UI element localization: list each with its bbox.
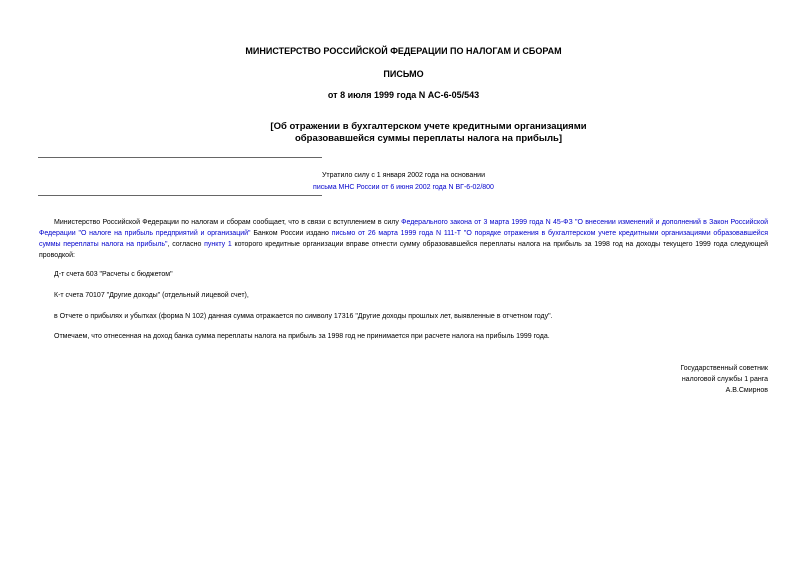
link-bank-letter[interactable]: письмо от 26 марта 1999 года N 111-Т "О порядке отражения в бухгалтерском учете кредитными организациями образовавшейся суммы переплаты налога на прибыль"	[39, 230, 769, 248]
document-date-number: от 8 июля 1999 года N АС-6-05/543	[327, 90, 480, 100]
paragraph-note: Отмечаем, что отнесенная на доход банка сумма переплаты налога на прибыль за 1998 год не принимается при расчете налога на прибыль 1999 года.	[54, 333, 550, 340]
document-subject	[50, 121, 807, 145]
link-federal-law[interactable]: Федерального закона от 3 марта 1999 года N 45-ФЗ "О внесении изменений и дополнений в Закон Российской Федерации "О налоге на прибыль предприятий и организаций"	[39, 219, 769, 237]
subject-line-2: образовавшейся суммы переплаты налога на прибыль]	[294, 133, 562, 144]
signature-name: А.В.Смирнов	[725, 387, 768, 394]
link-clause-1[interactable]: пункту 1	[204, 241, 232, 248]
paragraph-credit: К-т счета 70107 "Другие доходы" (отдельный лицевой счет),	[54, 292, 249, 299]
status-note-text: Утратило силу с 1 января 2002 года на основании	[321, 172, 486, 179]
status-note	[200, 170, 607, 193]
subject-line-1: [Об отражении в бухгалтерском учете кредитными организациями	[270, 121, 587, 132]
intro-text-2: Банком России издано	[250, 230, 332, 237]
intro-text-4: которого кредитные организации вправе отнести сумму образовавшейся переплаты налога на прибыль за 1998 год на доходы текущего 1999 года следующей проводкой:	[39, 241, 768, 259]
ministry-heading: МИНИСТЕРСТВО РОССИЙСКОЙ ФЕДЕРАЦИИ ПО НАЛОГАМ И СБОРАМ	[245, 46, 562, 56]
status-note-link[interactable]: письма МНС России от 6 июня 2002 года N ВГ-6-02/800	[313, 183, 494, 191]
document-type: ПИСЬМО	[383, 69, 424, 79]
signature-block	[680, 363, 768, 396]
divider-top	[38, 157, 322, 158]
divider-bottom	[38, 195, 322, 196]
signature-title-1: Государственный советник	[680, 365, 768, 372]
paragraph-debit: Д-т счета 603 "Расчеты с бюджетом"	[54, 271, 173, 278]
paragraph-report: в Отчете о прибылях и убытках (форма N 102) данная сумма отражается по символу 17316 "Другие доходы прошлых лет, выявленные в отчетном году".	[54, 313, 553, 320]
intro-text-3: , согласно	[167, 241, 205, 248]
paragraph-intro	[39, 217, 768, 261]
signature-title-2: налоговой службы 1 ранга	[681, 376, 768, 383]
intro-text-1: Министерство Российской Федерации по налогам и сборам сообщает, что в связи с вступлением в силу	[54, 219, 402, 226]
